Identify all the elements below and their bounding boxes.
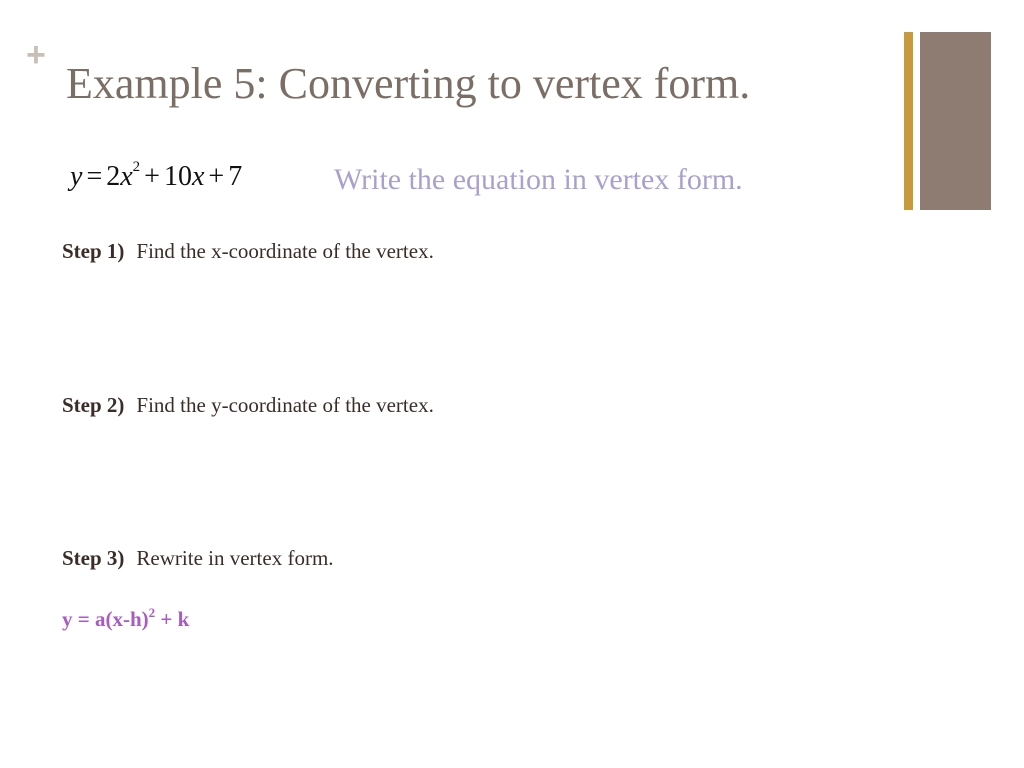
step-2-label: Step 2) (62, 393, 125, 417)
formula-exponent: 2 (148, 605, 156, 620)
equation-plus-2: + (208, 161, 225, 192)
step-1-text: Find the x-coordinate of the vertex. (136, 239, 434, 263)
accent-bar-gold (904, 32, 913, 210)
step-2-text: Find the y-coordinate of the vertex. (136, 393, 434, 417)
slide-title: Example 5: Converting to vertex form. (66, 59, 751, 108)
quadratic-equation (70, 160, 242, 194)
plus-icon: + (26, 36, 46, 74)
equation-coef-b: 10 (163, 161, 192, 192)
equation-plus-1: + (144, 161, 160, 192)
instruction-text: Write the equation in vertex form. (334, 163, 743, 196)
equation-x-squared: x (120, 161, 133, 192)
vertex-form-formula (62, 607, 189, 632)
formula-tail: + k (155, 607, 190, 631)
equation-exponent: 2 (132, 159, 141, 175)
step-3 (62, 546, 334, 571)
accent-block-taupe (920, 32, 991, 210)
step-1 (62, 239, 434, 264)
step-3-label: Step 3) (62, 546, 125, 570)
equation-x: x (191, 161, 205, 192)
formula-base: y = a(x-h) (62, 607, 149, 631)
equation-y: y (70, 161, 83, 192)
step-3-text: Rewrite in vertex form. (136, 546, 334, 570)
equation-equals: = (86, 161, 103, 192)
equation-constant: 7 (228, 161, 243, 192)
equation-coef-a: 2 (106, 161, 121, 192)
step-1-label: Step 1) (62, 239, 125, 263)
step-2 (62, 393, 434, 418)
